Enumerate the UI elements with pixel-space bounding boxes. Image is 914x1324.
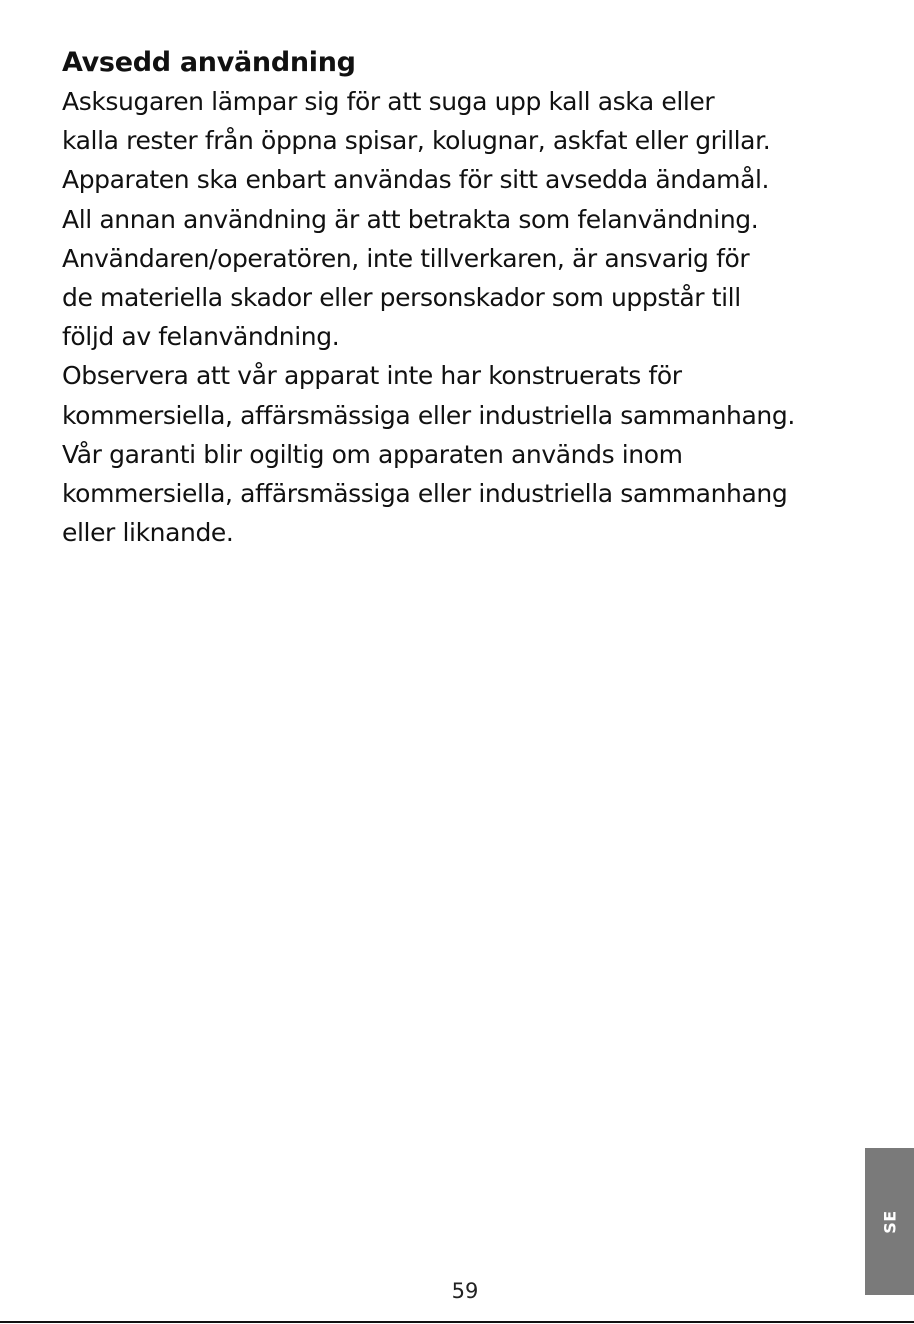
text-line: Vår garanti blir ogiltig om apparaten används inom — [62, 439, 683, 469]
text-line: kalla rester från öppna spisar, kolugnar, askfat eller grillar. — [62, 126, 771, 156]
text-line: Observera att vår apparat inte har konstruerats för — [62, 361, 682, 391]
bottom-rule — [0, 1321, 914, 1323]
text-line: de materiella skador eller personskador som uppstår till — [62, 283, 741, 313]
text-line: Asksugaren lämpar sig för att suga upp kall aska eller — [62, 87, 715, 116]
page-number: 59 — [451, 1279, 479, 1303]
language-tab-label: SE — [880, 1209, 899, 1234]
text-line: kommersiella, affärsmässiga eller industriella sammanhang — [62, 479, 788, 509]
language-tab — [865, 1148, 914, 1295]
section-heading: Avsedd användning — [62, 47, 356, 78]
text-line: eller liknande. — [62, 518, 234, 548]
text-line: kommersiella, affärsmässiga eller industriella sammanhang. — [62, 400, 795, 430]
text-line: Användaren/operatören, inte tillverkaren, är ansvarig för — [62, 243, 750, 273]
page-content — [62, 44, 902, 552]
text-line: All annan användning är att betrakta som felanvändning. — [62, 204, 759, 234]
text-line: följd av felanvändning. — [62, 322, 340, 352]
text-line: Apparaten ska enbart användas för sitt avsedda ändamål. — [62, 165, 770, 195]
body-text — [62, 82, 902, 552]
